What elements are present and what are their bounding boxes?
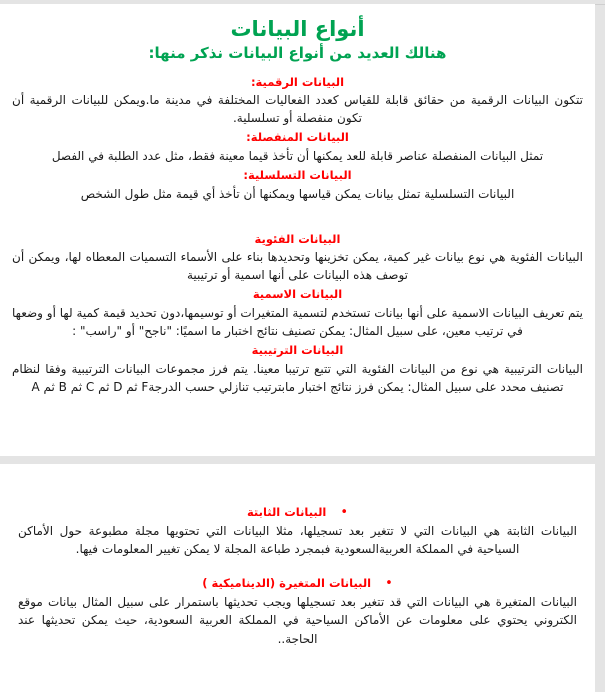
section-heading-ordinal: البيانات الترتيبية: [251, 343, 344, 358]
section-body-continuous: البيانات التسلسلية تمثل بيانات يمكن قياسها ويمكنها أن تأخذ أي قيمة مثل طول الشخص: [80, 186, 515, 201]
bullet-dot-icon: •: [385, 575, 393, 591]
list-item: [12, 504, 583, 559]
section-body-ordinal-text: البيانات الترتيبية هي نوع من البيانات الفئوية التي تتبع ترتيبا معينا. يتم فرز مجموعات البيانات الترتيبية وفقا لنظام تصنيف محدد على سبيل المثال: يمكن فرز نتائج اختبار مابترتيب تنازلي حسب الدرجة: [12, 361, 583, 394]
section-body-discrete: تمثل البيانات المنفصلة عناصر قابلة للعد يمكنها أن تأخذ قيما معينة فقط، مثل عدد الطلبة في الفصل: [51, 149, 544, 164]
bullet-dot-icon: •: [340, 505, 349, 520]
section-body-numeric: تتكون البيانات الرقمية من حقائق قابلة للقياس كعدد الفعاليات المختلفة في مدينة ما.ويمكن للبيانات الرقمية أن تكون منفصلة أو تسلسلية.: [12, 93, 583, 126]
section-heading-numeric: البيانات الرقمية:: [250, 74, 345, 89]
section-heading-discrete: البيانات المنفصلة:: [246, 130, 349, 145]
bullet-label-dynamic-data: البيانات المتغيرة (الديناميكية ): [202, 575, 372, 590]
bullet-body-dynamic-data: البيانات المتغيرة هي البيانات التي قد تتغير بعد تسجيلها ويجب تحديثها باستمرار على سبيل المثال بيانات موقع الكتروني يحتوي على معلومات عن الأماكن السياحية في المملكة العربية السعودية، حيث يمكن تحديثها عند الحاجة..: [18, 594, 577, 646]
section-numeric-data: [12, 74, 583, 128]
bullet-spacer: [12, 561, 583, 575]
page-subtitle: هنالك العديد من أنواع البيانات نذكر منها:: [148, 44, 447, 63]
section-body-nominal: يتم تعريف البيانات الاسمية على أنها بيانات تستخدم لتسمية المتغيرات أو توسيمها،دون تحديد قيمة كمية لها أو وضعها في ترتيب معين، على سبيل المثال: يمكن تصنيف نتائج اختبار ما اسميًا: "ناجح" أو "راسب" :: [12, 306, 583, 339]
section-body-ordinal-grades: A ثم B ثم C ثم D ثم F: [31, 379, 149, 394]
section-body-ordinal: [12, 360, 583, 396]
bullet-body-static-data: البيانات الثابتة هي البيانات التي لا تتغير بعد تسجيلها، مثلا البيانات التي تحتويها مجلة مطبوعة حول الأماكن السياحية في المملكة العربيةالسعودية فبمجرد طباعة المجلة لا يمكن تغيير المعلومات فيها.: [18, 523, 577, 557]
section-heading-categorical: البيانات الفئوية: [254, 231, 341, 246]
section-nominal-data: [12, 286, 583, 340]
page-break-gap: [0, 456, 605, 464]
section-continuous-data: [12, 167, 583, 203]
document-page-2: [0, 464, 595, 692]
section-spacer-1: [12, 205, 583, 231]
section-heading-nominal: البيانات الاسمية: [252, 287, 343, 302]
section-heading-continuous: البيانات التسلسلية:: [243, 168, 352, 183]
bullet-row-static: [12, 504, 583, 521]
document-page-1: [0, 4, 595, 456]
list-item: [12, 575, 583, 648]
section-discrete-data: [12, 129, 583, 165]
section-categorical-data: [12, 231, 583, 285]
page-title: أنواع البيانات: [230, 17, 365, 41]
section-ordinal-data: [12, 342, 583, 396]
section-body-categorical: البيانات الفئوية هي نوع بيانات غير كمية، يمكن تخزينها وتحديدها بناء على الأسماء التسميات المعطاه لها، ويمكن أن توصف هذه البيانات على أنها اسمية أو ترتيبية: [12, 250, 583, 283]
bullet-row-dynamic: [12, 575, 583, 592]
bullet-label-static-data: البيانات الثابتة: [246, 505, 327, 519]
